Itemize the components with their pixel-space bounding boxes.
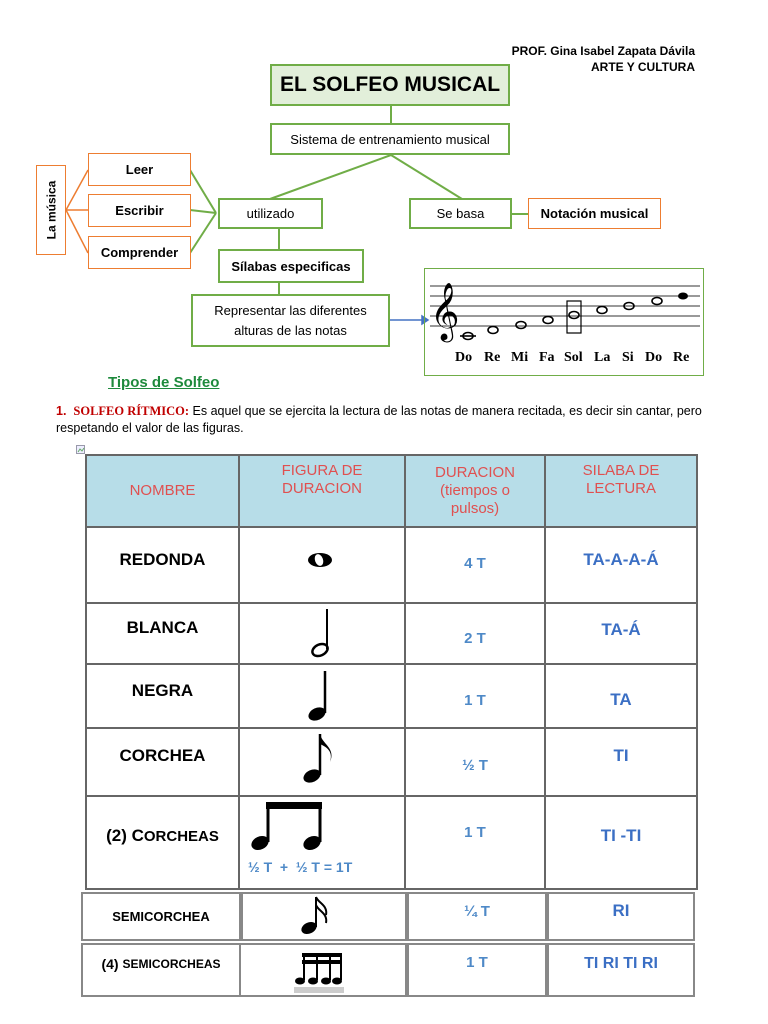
escribir-box: Escribir — [88, 194, 191, 227]
table-row-duration: ¼ T — [464, 902, 490, 920]
note-label: Do — [645, 350, 663, 365]
comprender-box: Comprender — [88, 236, 191, 269]
row-name-prefix: (2) C — [106, 826, 144, 845]
row-name-rest: SEMICORCHEAS — [122, 957, 221, 971]
utilizado-box: utilizado — [218, 198, 323, 229]
note-label: Sol — [564, 350, 583, 365]
col-header-figura-line-1: FIGURA DE — [281, 462, 363, 479]
col-header-duracion — [405, 455, 545, 527]
two-eighth-notes-icon — [250, 800, 330, 856]
four-sixteenth-notes-icon — [292, 950, 348, 994]
table-row-syllable: TA-Á — [601, 620, 641, 639]
col-header-silaba-line-1: SILABA DE — [582, 462, 660, 479]
note-label: Re — [484, 350, 501, 365]
row-name-prefix: (4) — [101, 956, 123, 972]
notacion-box: Notación musical — [528, 198, 661, 229]
table-row-name: CORCHEA — [119, 746, 206, 765]
table-row-duration: 1 T — [464, 823, 486, 841]
definition-box: Sistema de entrenamiento musical — [270, 123, 510, 155]
table-row-syllable: RI — [612, 901, 630, 920]
subject-name: ARTE Y CULTURA — [590, 60, 695, 74]
col-header-silaba-line-2: LECTURA — [585, 480, 656, 497]
col-header-silaba — [545, 455, 697, 505]
row-name-rest: ORCHEAS — [143, 827, 219, 845]
whole-note-icon — [300, 548, 340, 572]
col-header-figura — [239, 455, 405, 505]
table-row-name: SEMICORCHEA — [112, 909, 210, 924]
table-row-syllable: TA-A-A-Á — [583, 550, 659, 569]
col-header-nombre-text: NOMBRE — [129, 482, 196, 499]
half-note-icon — [305, 607, 335, 659]
table-row-name: BLANCA — [126, 618, 199, 637]
table-row-syllable: TI -TI — [600, 826, 642, 845]
table-row-name — [86, 806, 239, 866]
table-row-duration: 4 T — [464, 554, 486, 572]
representar-line-1: Representar las diferentes — [214, 302, 367, 318]
table-row-syllable: TA — [610, 690, 632, 709]
leer-box: Leer — [88, 153, 191, 186]
sixteenth-note-icon — [298, 895, 334, 937]
table-row-syllable: TI RI TI RI — [584, 955, 658, 972]
table-row-name — [82, 944, 240, 984]
section-heading: Tipos de Solfeo — [108, 374, 220, 391]
silabas-box: Sílabas especificas — [218, 249, 364, 283]
note-label: Mi — [511, 350, 529, 365]
table-row-name: NEGRA — [131, 681, 194, 700]
table-row-syllable: TI — [613, 746, 629, 765]
note-label: Si — [622, 350, 634, 365]
col-header-duracion-line-1: DURACION — [434, 464, 515, 481]
table-row-duration: 1 T — [464, 691, 486, 709]
item-term: SOLFEO RÍTMICO: — [73, 404, 190, 418]
note-label: Re — [673, 350, 690, 365]
table-row-duration: 2 T — [464, 629, 486, 647]
concept-map-title: EL SOLFEO MUSICAL — [270, 64, 510, 106]
col-header-duracion-line-3: pulsos) — [450, 500, 500, 517]
quarter-note-icon — [303, 669, 333, 723]
la-musica-box: La música — [36, 165, 66, 255]
col-header-nombre — [86, 455, 239, 527]
note-label: Fa — [539, 350, 555, 365]
table-row-name: REDONDA — [119, 550, 206, 569]
professor-name: PROF. Gina Isabel Zapata Dávila — [511, 44, 695, 58]
eighth-note-icon — [300, 732, 340, 786]
treble-clef-icon: 𝄞 — [430, 282, 460, 340]
col-header-duracion-line-2: (tiempos o — [439, 482, 511, 499]
item-number: 1. — [56, 404, 67, 418]
se-basa-box: Se basa — [409, 198, 512, 229]
table-row-duration: 1 T — [466, 953, 488, 971]
col-header-figura-line-2: DURACION — [281, 480, 362, 497]
note-label: La — [594, 350, 611, 365]
note-label: Do — [455, 350, 473, 365]
table-row-duration: ½ T — [462, 756, 488, 774]
representar-line-2: alturas de las notas — [234, 322, 347, 338]
eighth-sum-caption: ½ T + ½ T = 1T — [248, 859, 353, 875]
item-text: Es aquel que se ejercita la lectura de las notas de manera recitada, es decir sin cantar, pero respetando el valor de las figuras. — [56, 404, 702, 435]
